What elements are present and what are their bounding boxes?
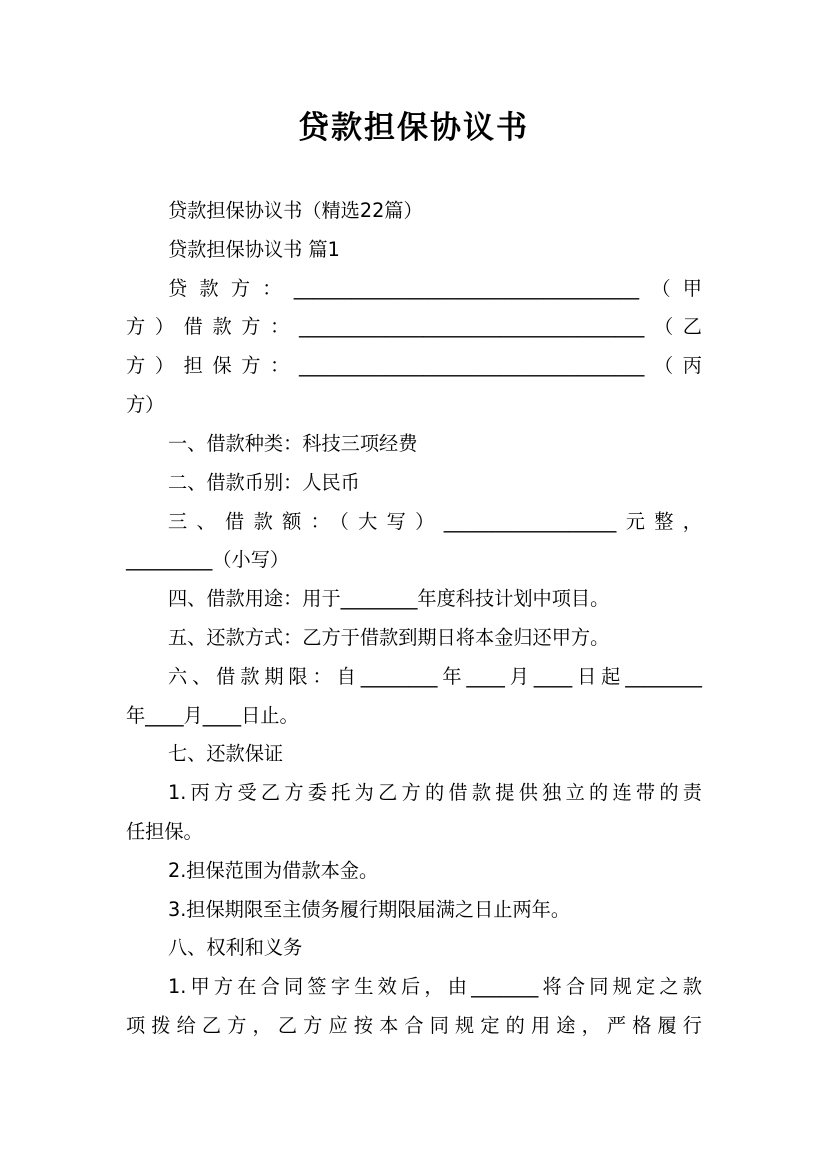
lender-line: 贷款方：____________________________________（甲 <box>168 277 702 300</box>
guarantee-item-1: 1.丙方受乙方委托为乙方的借款提供独立的连带的责 <box>168 781 702 804</box>
guarantee-item-3: 3.担保期限至主债务履行期限届满之日止两年。 <box>168 898 571 921</box>
borrower-line: 方）借款方：____________________________________（乙 <box>126 315 702 338</box>
paragraph-line: 年____月____日止。 <box>126 704 299 727</box>
clause-purpose: 四、借款用途：用于________年度科技计划中项目。 <box>168 587 610 610</box>
paragraph-line: 项拨给乙方，乙方应按本合同规定的用途，严格履行 <box>126 1014 702 1037</box>
guarantor-line: 方）担保方：____________________________________（丙 <box>126 354 702 377</box>
clause-amount: 三、借款额：（大写）__________________元整， <box>168 510 702 533</box>
document-title: 贷款担保协议书 <box>298 110 529 146</box>
clause-currency: 二、借款币别：人民币 <box>168 471 360 494</box>
paragraph-line: 任担保。 <box>126 820 203 843</box>
clause-repayment: 五、还款方式：乙方于借款到期日将本金归还甲方。 <box>168 626 610 649</box>
section-guarantee: 七、还款保证 <box>168 742 284 765</box>
clause-term: 六、借款期限：自________年____月____日起________ <box>168 665 702 688</box>
paragraph-line: 方） <box>126 393 165 416</box>
clause-loan-type: 一、借款种类：科技三项经费 <box>168 432 418 455</box>
section-rights: 八、权利和义务 <box>168 936 303 959</box>
subtitle-line: 贷款担保协议书（精选22篇） <box>168 199 423 222</box>
guarantee-item-2: 2.担保范围为借款本金。 <box>168 859 379 882</box>
section-heading: 贷款担保协议书 篇1 <box>168 238 340 261</box>
rights-item-1: 1.甲方在合同签字生效后，由_______将合同规定之款 <box>168 975 702 998</box>
paragraph-line: _________（小写） <box>126 548 290 571</box>
